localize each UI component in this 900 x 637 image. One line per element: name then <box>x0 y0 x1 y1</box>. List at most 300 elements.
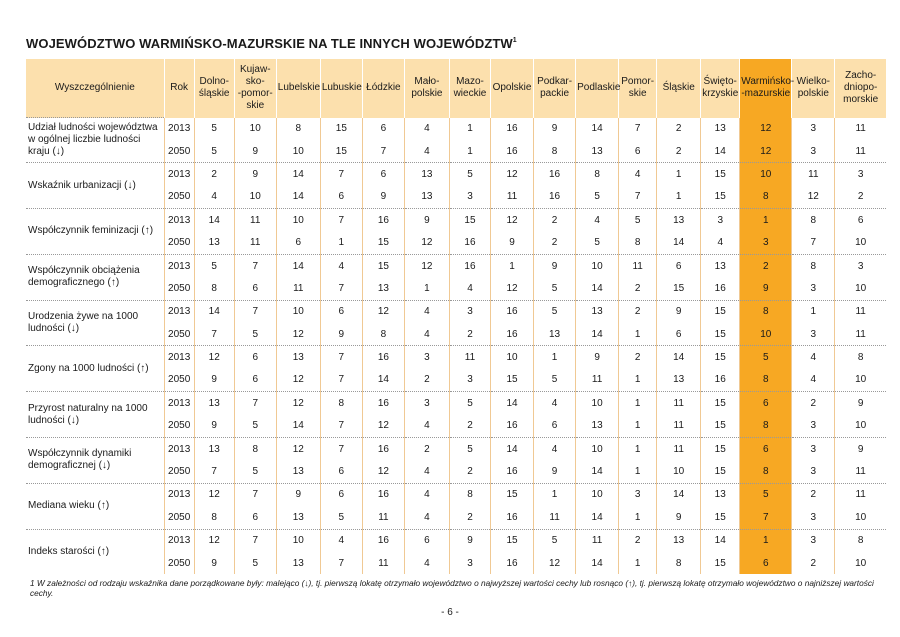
rank-cell: 4 <box>404 323 449 346</box>
rank-cell: 15 <box>701 552 740 574</box>
year-cell: 2013 <box>164 483 194 506</box>
rank-cell: 11 <box>534 506 576 529</box>
rank-cell: 10 <box>835 552 886 574</box>
year-cell: 2050 <box>164 460 194 483</box>
rank-cell: 14 <box>657 231 701 254</box>
indicator-label: Współczynnik obciążenia demograficznego (↑) <box>26 254 164 300</box>
rank-cell: 5 <box>449 437 490 460</box>
rank-cell: 1 <box>619 552 657 574</box>
rank-cell: 4 <box>449 277 490 300</box>
rank-cell: 7 <box>320 437 362 460</box>
rank-cell: 16 <box>491 552 534 574</box>
rank-cell: 12 <box>194 529 234 552</box>
header-region-line: -pomor- <box>237 88 273 100</box>
rank-cell: 6 <box>276 231 320 254</box>
rank-cell: 5 <box>534 300 576 323</box>
year-cell: 2013 <box>164 529 194 552</box>
table-row <box>26 300 886 323</box>
rank-cell: 16 <box>534 163 576 186</box>
rank-cell: 2 <box>792 483 835 506</box>
rank-cell: 8 <box>619 231 657 254</box>
header-region-line: morskie <box>843 94 879 106</box>
rank-cell: 11 <box>657 437 701 460</box>
table-header-row <box>26 59 886 118</box>
year-cell: 2050 <box>164 552 194 574</box>
rank-cell: 10 <box>835 415 886 438</box>
rank-cell: 16 <box>362 437 404 460</box>
rank-cell: 12 <box>276 369 320 392</box>
title-footnote-marker: 1 <box>512 37 517 44</box>
rank-cell: 16 <box>491 506 534 529</box>
rank-cell: 11 <box>234 231 276 254</box>
rank-cell: 8 <box>792 209 835 232</box>
rank-cell: 9 <box>194 369 234 392</box>
header-region-line: skie <box>628 88 647 100</box>
rank-cell: 16 <box>491 460 534 483</box>
rank-cell: 11 <box>792 163 835 186</box>
rank-cell: 8 <box>835 529 886 552</box>
rank-cell: 13 <box>276 346 320 369</box>
rank-cell: 8 <box>740 186 792 209</box>
rank-cell: 1 <box>792 300 835 323</box>
rank-cell: 15 <box>362 254 404 277</box>
header-region-line: Mazo- <box>456 76 484 88</box>
rank-cell: 10 <box>276 140 320 163</box>
rank-cell: 9 <box>534 460 576 483</box>
rank-cell: 11 <box>835 483 886 506</box>
header-region <box>449 59 490 118</box>
header-region <box>276 59 320 118</box>
rank-cell: 7 <box>320 209 362 232</box>
rank-cell: 6 <box>740 552 792 574</box>
rank-cell: 11 <box>449 346 490 369</box>
rank-cell: 14 <box>576 506 619 529</box>
table-row <box>26 437 886 460</box>
rank-cell: 15 <box>701 460 740 483</box>
rank-cell: 6 <box>234 506 276 529</box>
rank-cell: 4 <box>404 140 449 163</box>
header-region-line: krzyskie <box>702 88 739 100</box>
rank-cell: 6 <box>740 392 792 415</box>
rank-cell: 13 <box>534 323 576 346</box>
rank-cell: 11 <box>835 460 886 483</box>
rank-cell: 6 <box>234 369 276 392</box>
rank-cell: 13 <box>701 483 740 506</box>
rank-cell: 9 <box>449 529 490 552</box>
rank-cell: 6 <box>404 529 449 552</box>
header-region <box>362 59 404 118</box>
rank-cell: 8 <box>576 163 619 186</box>
rank-cell: 12 <box>276 323 320 346</box>
rank-cell: 10 <box>835 369 886 392</box>
rank-cell: 7 <box>194 323 234 346</box>
rank-cell: 4 <box>534 437 576 460</box>
rank-cell: 16 <box>362 392 404 415</box>
indicator-label: Wskaźnik urbanizacji (↓) <box>26 163 164 209</box>
header-region-line: wieckie <box>453 88 487 100</box>
rank-cell: 11 <box>576 369 619 392</box>
year-cell: 2013 <box>164 118 194 140</box>
footnote: 1 W zależności od rodzaju wskaźnika dane porządkowane były: malejąco (↓), tj. pierwszą lokatę otrzymało województwo o najwyższej wartości cechy lub rosnąco (↑), tj. pierwszą lokatę otrzymało województwo o najniższej wartości cechy. <box>30 578 874 598</box>
rank-cell: 7 <box>320 163 362 186</box>
rank-cell: 12 <box>740 118 792 140</box>
rank-cell: 12 <box>362 460 404 483</box>
indicator-label: Mediana wieku (↑) <box>26 483 164 529</box>
rank-cell: 2 <box>619 529 657 552</box>
rank-cell: 9 <box>534 254 576 277</box>
header-name: Wyszczególnienie <box>26 59 164 118</box>
rank-cell: 9 <box>657 300 701 323</box>
rank-cell: 3 <box>404 392 449 415</box>
rank-cell: 10 <box>276 300 320 323</box>
rank-cell: 3 <box>792 506 835 529</box>
header-region-line: Podkar- <box>537 76 573 88</box>
rank-cell: 11 <box>491 186 534 209</box>
rank-cell: 10 <box>234 118 276 140</box>
rank-cell: 8 <box>740 415 792 438</box>
rank-cell: 3 <box>792 415 835 438</box>
year-cell: 2013 <box>164 209 194 232</box>
rank-cell: 4 <box>576 209 619 232</box>
rank-cell: 13 <box>576 415 619 438</box>
rank-cell: 10 <box>740 163 792 186</box>
rank-cell: 8 <box>835 346 886 369</box>
rank-cell: 1 <box>449 118 490 140</box>
rank-cell: 13 <box>194 231 234 254</box>
rank-cell: 16 <box>449 254 490 277</box>
table-row <box>26 254 886 277</box>
rank-cell: 3 <box>619 483 657 506</box>
rank-cell: 5 <box>234 323 276 346</box>
rank-cell: 10 <box>276 529 320 552</box>
rank-cell: 3 <box>792 460 835 483</box>
header-region-line: śląskie <box>198 88 230 100</box>
year-cell: 2050 <box>164 140 194 163</box>
rank-cell: 2 <box>792 392 835 415</box>
header-region <box>576 59 619 118</box>
indicator-label: Współczynnik dynamiki demograficznej (↓) <box>26 437 164 483</box>
rank-cell: 13 <box>404 186 449 209</box>
rank-cell: 10 <box>835 231 886 254</box>
header-region-line: Dolno- <box>199 76 229 88</box>
table-row <box>26 118 886 140</box>
rank-cell: 6 <box>234 277 276 300</box>
rank-cell: 5 <box>576 231 619 254</box>
rank-cell: 12 <box>534 552 576 574</box>
rank-cell: 5 <box>534 529 576 552</box>
rank-cell: 11 <box>657 392 701 415</box>
rank-cell: 16 <box>449 231 490 254</box>
rank-cell: 14 <box>491 392 534 415</box>
header-region-line: Łódzkie <box>366 82 401 94</box>
header-region-line: -mazurskie <box>741 88 791 100</box>
rank-cell: 16 <box>701 277 740 300</box>
year-cell: 2050 <box>164 186 194 209</box>
rank-cell: 5 <box>449 163 490 186</box>
rank-cell: 5 <box>740 483 792 506</box>
rank-cell: 10 <box>740 323 792 346</box>
year-cell: 2013 <box>164 254 194 277</box>
rank-cell: 15 <box>491 483 534 506</box>
year-cell: 2050 <box>164 506 194 529</box>
rank-cell: 8 <box>449 483 490 506</box>
rank-cell: 16 <box>362 529 404 552</box>
header-region-line: Lubuskie <box>321 82 362 94</box>
header-region <box>534 59 576 118</box>
rank-cell: 3 <box>792 437 835 460</box>
ranking-table <box>26 59 886 574</box>
rank-cell: 10 <box>276 209 320 232</box>
rank-cell: 13 <box>194 392 234 415</box>
rank-cell: 12 <box>792 186 835 209</box>
header-region-line: polskie <box>411 88 443 100</box>
year-cell: 2050 <box>164 415 194 438</box>
header-region-line: Pomor- <box>621 76 655 88</box>
rank-cell: 6 <box>534 415 576 438</box>
rank-cell: 11 <box>362 552 404 574</box>
rank-cell: 3 <box>701 209 740 232</box>
rank-cell: 14 <box>276 415 320 438</box>
rank-cell: 7 <box>792 231 835 254</box>
rank-cell: 8 <box>194 277 234 300</box>
rank-cell: 2 <box>619 346 657 369</box>
rank-cell: 9 <box>320 323 362 346</box>
rank-cell: 2 <box>657 118 701 140</box>
rank-cell: 15 <box>491 369 534 392</box>
rank-cell: 13 <box>576 300 619 323</box>
header-region-line: Kujaw- <box>239 64 271 76</box>
rank-cell: 15 <box>491 529 534 552</box>
rank-cell: 15 <box>657 277 701 300</box>
rank-cell: 16 <box>491 323 534 346</box>
rank-cell: 5 <box>449 392 490 415</box>
rank-cell: 4 <box>792 369 835 392</box>
rank-cell: 3 <box>449 552 490 574</box>
title-text: WOJEWÓDZTWO WARMIŃSKO-MAZURSKIE NA TLE INNYCH WOJEWÓDZTW <box>26 36 513 51</box>
rank-cell: 4 <box>320 529 362 552</box>
rank-cell: 3 <box>835 163 886 186</box>
rank-cell: 8 <box>320 392 362 415</box>
year-cell: 2013 <box>164 392 194 415</box>
rank-cell: 5 <box>194 254 234 277</box>
rank-cell: 1 <box>619 369 657 392</box>
rank-cell: 1 <box>740 209 792 232</box>
rank-cell: 9 <box>276 483 320 506</box>
rank-cell: 2 <box>449 506 490 529</box>
rank-cell: 14 <box>276 186 320 209</box>
header-region <box>835 59 886 118</box>
rank-cell: 6 <box>657 254 701 277</box>
rank-cell: 3 <box>792 277 835 300</box>
rank-cell: 16 <box>534 186 576 209</box>
rank-cell: 6 <box>320 300 362 323</box>
header-region-line: packie <box>540 88 570 100</box>
rank-cell: 2 <box>194 163 234 186</box>
rank-cell: 14 <box>276 163 320 186</box>
indicator-label: Indeks starości (↑) <box>26 529 164 574</box>
rank-cell: 16 <box>491 118 534 140</box>
rank-cell: 10 <box>576 437 619 460</box>
rank-cell: 9 <box>234 163 276 186</box>
rank-cell: 13 <box>404 163 449 186</box>
year-cell: 2050 <box>164 277 194 300</box>
rank-cell: 1 <box>534 346 576 369</box>
rank-cell: 3 <box>792 118 835 140</box>
rank-cell: 9 <box>362 186 404 209</box>
rank-cell: 4 <box>404 460 449 483</box>
rank-cell: 7 <box>320 277 362 300</box>
header-region <box>740 59 795 118</box>
rank-cell: 15 <box>701 346 740 369</box>
table-row <box>26 209 886 232</box>
rank-cell: 7 <box>234 483 276 506</box>
rank-cell: 8 <box>740 460 792 483</box>
rank-cell: 15 <box>701 163 740 186</box>
rank-cell: 2 <box>449 323 490 346</box>
header-region <box>404 59 449 118</box>
rank-cell: 3 <box>792 529 835 552</box>
rank-cell: 12 <box>404 231 449 254</box>
rank-cell: 2 <box>740 254 792 277</box>
rank-cell: 8 <box>276 118 320 140</box>
rank-cell: 4 <box>320 254 362 277</box>
rank-cell: 9 <box>404 209 449 232</box>
rank-cell: 15 <box>320 118 362 140</box>
rank-cell: 5 <box>534 369 576 392</box>
rank-cell: 3 <box>792 140 835 163</box>
rank-cell: 6 <box>835 209 886 232</box>
year-cell: 2013 <box>164 163 194 186</box>
rank-cell: 10 <box>576 483 619 506</box>
rank-cell: 6 <box>657 323 701 346</box>
year-cell: 2013 <box>164 437 194 460</box>
rank-cell: 9 <box>740 277 792 300</box>
header-region-line: Podlaskie <box>577 82 621 94</box>
rank-cell: 9 <box>657 506 701 529</box>
header-region <box>701 59 740 118</box>
year-cell: 2050 <box>164 231 194 254</box>
rank-cell: 7 <box>320 346 362 369</box>
rank-cell: 8 <box>534 140 576 163</box>
indicator-label: Zgony na 1000 ludności (↑) <box>26 346 164 392</box>
rank-cell: 13 <box>276 506 320 529</box>
rank-cell: 16 <box>362 209 404 232</box>
table-row <box>26 163 886 186</box>
rank-cell: 14 <box>362 369 404 392</box>
rank-cell: 14 <box>194 300 234 323</box>
rank-cell: 9 <box>835 392 886 415</box>
rank-cell: 10 <box>491 346 534 369</box>
rank-cell: 16 <box>491 140 534 163</box>
table-row <box>26 392 886 415</box>
rank-cell: 4 <box>404 118 449 140</box>
rank-cell: 9 <box>576 346 619 369</box>
rank-cell: 10 <box>835 277 886 300</box>
rank-cell: 5 <box>234 460 276 483</box>
rank-cell: 1 <box>619 506 657 529</box>
rank-cell: 8 <box>792 254 835 277</box>
rank-cell: 6 <box>320 186 362 209</box>
rank-cell: 8 <box>740 369 792 392</box>
table-row <box>26 346 886 369</box>
table-body <box>26 118 886 575</box>
table-row <box>26 483 886 506</box>
rank-cell: 7 <box>234 254 276 277</box>
rank-cell: 14 <box>576 323 619 346</box>
rank-cell: 8 <box>362 323 404 346</box>
rank-cell: 14 <box>491 437 534 460</box>
rank-cell: 16 <box>362 483 404 506</box>
rank-cell: 7 <box>320 552 362 574</box>
indicator-label: Przyrost naturalny na 1000 ludności (↓) <box>26 392 164 438</box>
header-region-line: dniopo- <box>843 82 878 94</box>
rank-cell: 14 <box>657 483 701 506</box>
rank-cell: 8 <box>740 300 792 323</box>
rank-cell: 1 <box>491 254 534 277</box>
year-cell: 2050 <box>164 323 194 346</box>
rank-cell: 14 <box>701 529 740 552</box>
rank-cell: 1 <box>740 529 792 552</box>
rank-cell: 10 <box>234 186 276 209</box>
rank-cell: 1 <box>320 231 362 254</box>
rank-cell: 14 <box>657 346 701 369</box>
page-title <box>26 36 517 51</box>
rank-cell: 5 <box>234 552 276 574</box>
year-cell: 2013 <box>164 300 194 323</box>
rank-cell: 6 <box>619 140 657 163</box>
rank-cell: 12 <box>276 392 320 415</box>
rank-cell: 5 <box>194 118 234 140</box>
rank-cell: 4 <box>619 163 657 186</box>
rank-cell: 15 <box>449 209 490 232</box>
header-region-line: Śląskie <box>662 82 695 94</box>
table-row <box>26 529 886 552</box>
rank-cell: 14 <box>276 254 320 277</box>
rank-cell: 15 <box>701 186 740 209</box>
rank-cell: 13 <box>276 552 320 574</box>
rank-cell: 14 <box>576 460 619 483</box>
rank-cell: 13 <box>657 369 701 392</box>
rank-cell: 11 <box>276 277 320 300</box>
rank-cell: 9 <box>534 118 576 140</box>
year-cell: 2050 <box>164 369 194 392</box>
rank-cell: 4 <box>404 552 449 574</box>
rank-cell: 14 <box>701 140 740 163</box>
rank-cell: 12 <box>404 254 449 277</box>
rank-cell: 12 <box>194 346 234 369</box>
rank-cell: 6 <box>234 346 276 369</box>
rank-cell: 15 <box>701 437 740 460</box>
rank-cell: 2 <box>534 231 576 254</box>
rank-cell: 12 <box>194 483 234 506</box>
header-region <box>657 59 701 118</box>
indicator-label: Urodzenia żywe na 1000 ludności (↓) <box>26 300 164 346</box>
rank-cell: 1 <box>619 392 657 415</box>
rank-cell: 5 <box>740 346 792 369</box>
rank-cell: 5 <box>534 277 576 300</box>
rank-cell: 5 <box>194 140 234 163</box>
rank-cell: 1 <box>619 323 657 346</box>
rank-cell: 5 <box>619 209 657 232</box>
rank-cell: 4 <box>404 415 449 438</box>
rank-cell: 16 <box>491 415 534 438</box>
indicator-label: Udział ludności województwa w ogólnej liczbie ludności kraju (↓) <box>26 118 164 163</box>
header-region-line: Święto- <box>703 76 737 88</box>
rank-cell: 3 <box>792 323 835 346</box>
rank-cell: 12 <box>491 277 534 300</box>
rank-cell: 2 <box>792 552 835 574</box>
rank-cell: 5 <box>320 506 362 529</box>
